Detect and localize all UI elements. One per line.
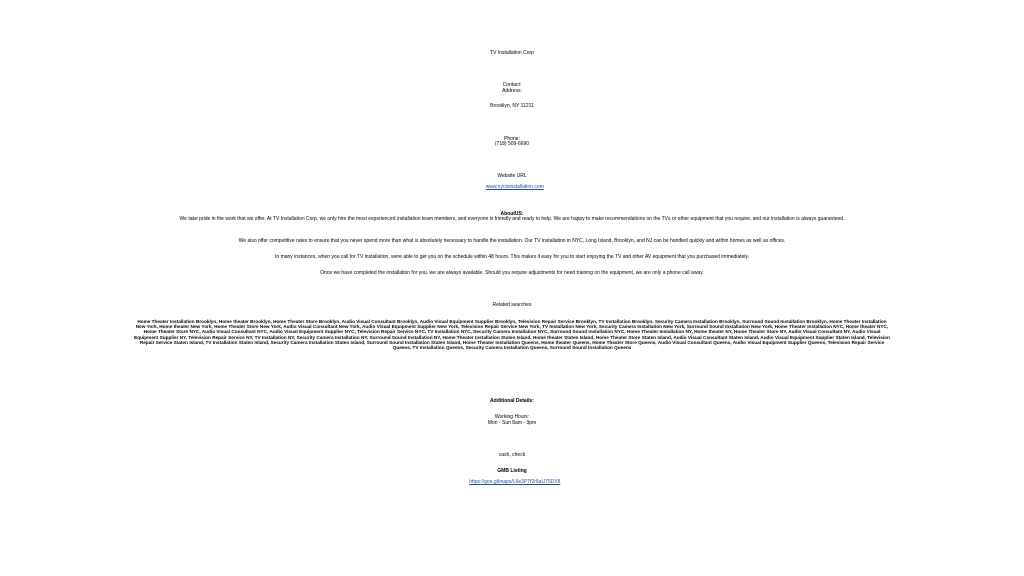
related-searches-text: Home Theater Installation Brooklyn, Home theater Brooklyn, Home Theater Store Brooklyn, Audio Visual Consultant Brooklyn, Audio Visual Equipment Supplier Brooklyn, Television Repair Service Brooklyn, TV Installation Brooklyn, Security Camera Installation Brooklyn, Surround Sound Installation Brooklyn, Home Theater Installation New York, Home theater New York, Home Theater Store New York, Audio Visual Consultant New York, Audio Visual Equipment Supplier New York, Television Repair Service New York, TV Installation New York, Security Camera Installation New York, Surround Sound Installation New York, Home Theater Installation NYC, Home theater NYC, Home Theater Store NYC, Audio Visual Consultant NYC, Audio Visual Equipment Supplier NYC, Television Repair Service NYC, TV Installation NYC, Security Camera Installation NYC, Surround Sound Installation NYC, Home Theater Installation NY, Home theater NY, Home Theater Store NY, Audio Visual Consultant NY, Audio Visual Equipment Supplier NY, Television Repair Service NY, TV Installation NY, Security Camera Installation NY, Surround Sound Installation NY, Home Theater Installation Staten Island, Home theater Staten Island, Home Theater Store Staten Island, Audio Visual Consultant Staten Island, Audio Visual Equipment Supplier Staten Island, Television Repair Service Staten Island, TV Installation Staten Island, Security Camera Installation Staten Island, Surround Sound Installation Staten Island, Home Theater Installation Queens, Home theater Queens, Home Theater Store Queens, Audio Visual Consultant Queens, Audio Visual Equipment Supplier Queens, Television Repair Service Queens, TV Installation Queens, Security Camera Installation Queens, Surround Sound Installation Queens [134,319,890,351]
working-hours-label: Working Hours: [494,414,530,420]
website-line [130,180,894,197]
address-label: Address: [502,87,522,94]
company-name: TV Installation Corp [490,50,534,56]
about-paragraph-4: Once we have completed the installation for you, we are always available. Should you require adjustments for need training on the equipment, we are only a phone call away. [320,269,704,276]
address-value: Brooklyn, NY 11211 [490,103,534,109]
payment-methods: cash, check [498,451,526,458]
gmb-link[interactable]: https://goo.gl/maps/L6e3P7f2r6aU75DX8 [469,478,561,485]
related-heading: Related searches [492,301,532,308]
working-hours-value: Mon - Sun 8am - 9pm [487,419,537,426]
additional-heading: Additional Details: [490,397,534,404]
about-paragraph-3: In many instances, when you call for TV installation, were able to get you on the schedule within 48 hours. This makes it easy for you to start enjoying the TV and other AV equipment that you purchased immediately. [275,253,749,260]
website-label: Website URL [497,173,527,179]
about-paragraph-1: We take pride in the work that we offer. At TV Installation Corp, we only hire the most experienced installation team members, and everyone is friendly and ready to help. We are happy to make recommendations on the TVs or other equipment that you require, and our installation is always guaranteed. [179,216,845,222]
about-heading: AboutUS: [500,210,524,217]
phone-value: (718) 509-6690 [494,141,530,147]
gmb-label: GMB Listing [497,467,527,474]
phone-label: Phone: [504,135,520,142]
contact-label: Contact: [502,82,522,88]
gmb-line [130,474,894,491]
about-paragraph-2: We also offer competitive rates to ensure that you never spend more than what is absolutely necessary to handle the installation. Our TV installation in NYC, Long Island, Brooklyn, and NJ can be handled quickly and within homes as well as offices. [238,237,786,244]
website-link[interactable]: www.nyctvinstallation.com [485,184,544,191]
